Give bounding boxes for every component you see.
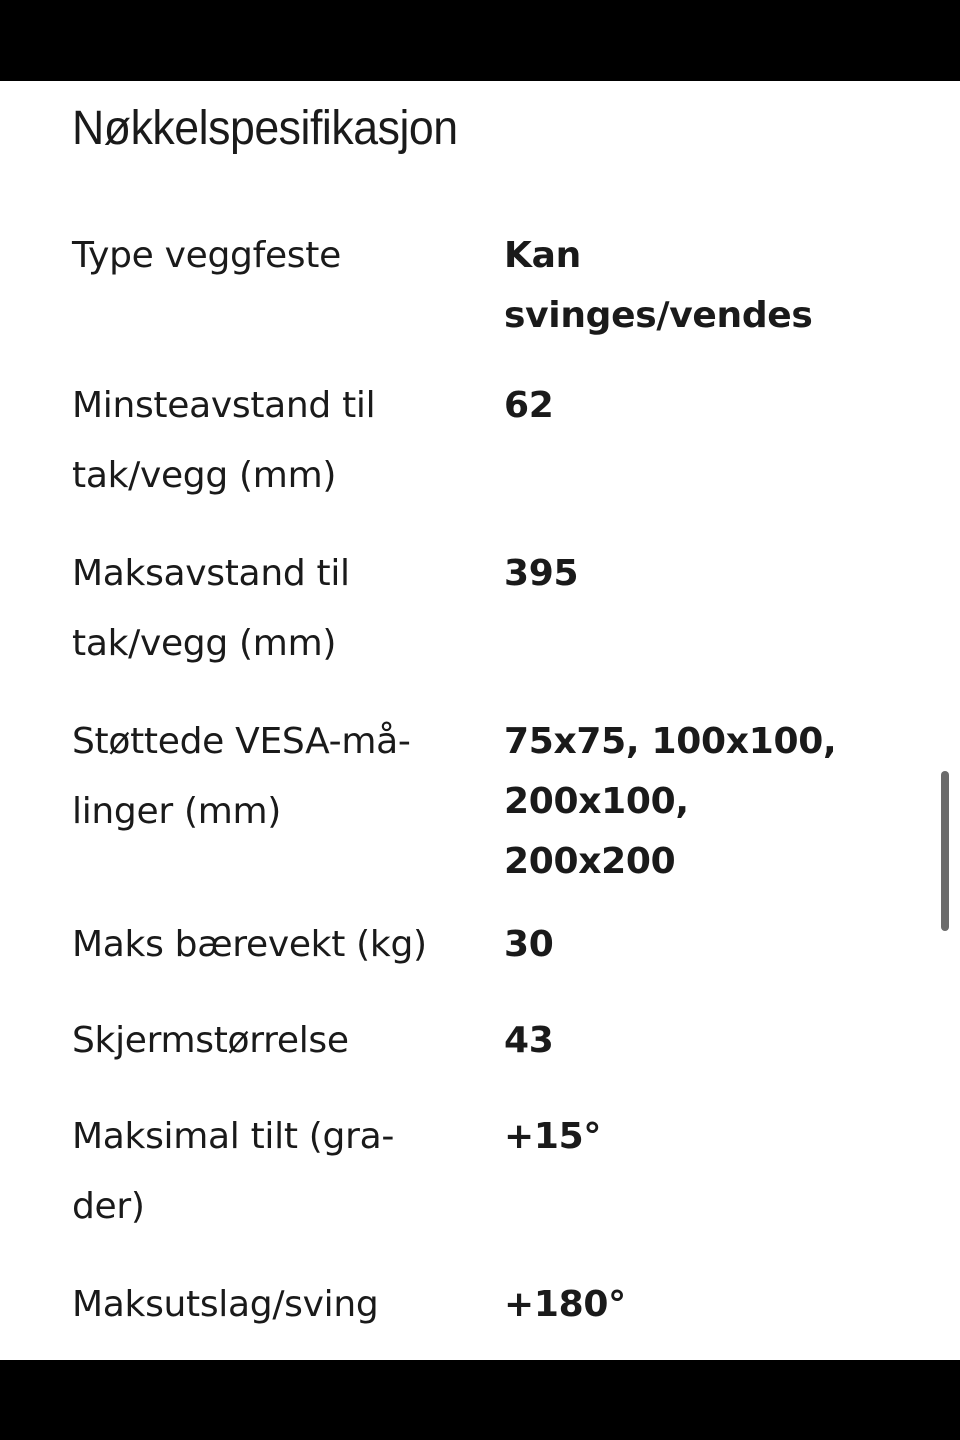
spec-value: 30 [504,924,554,965]
top-black-bar [0,0,960,81]
spec-value: 43 [504,1020,554,1061]
spec-value: +180° [504,1284,626,1325]
page-title: Nøkkelspesifikasjon [72,102,458,155]
spec-value: Kan svinges/vendes [504,235,813,336]
spec-label: Skjermstørrelse [72,1020,349,1061]
spec-value: +15° [504,1116,602,1157]
spec-label: Maksavstand til tak/vegg (mm) [72,553,350,664]
scrollbar-thumb[interactable] [941,771,949,931]
spec-label: Maksimal tilt (gra- der) [72,1116,395,1227]
spec-label: Maksutslag/sving [72,1284,379,1325]
spec-value: 75x75, 100x100, 200x100, 200x200 [504,721,837,882]
spec-value: 395 [504,553,579,594]
spec-label: Støttede VESA-må- linger (mm) [72,721,411,832]
spec-label: Type veggfeste [72,235,341,276]
spec-label: Minsteavstand til tak/vegg (mm) [72,385,376,496]
spec-page[interactable] [0,81,960,1360]
spec-value: 62 [504,385,554,426]
spec-label: Maks bærevekt (kg) [72,924,427,965]
bottom-black-bar [0,1360,960,1440]
